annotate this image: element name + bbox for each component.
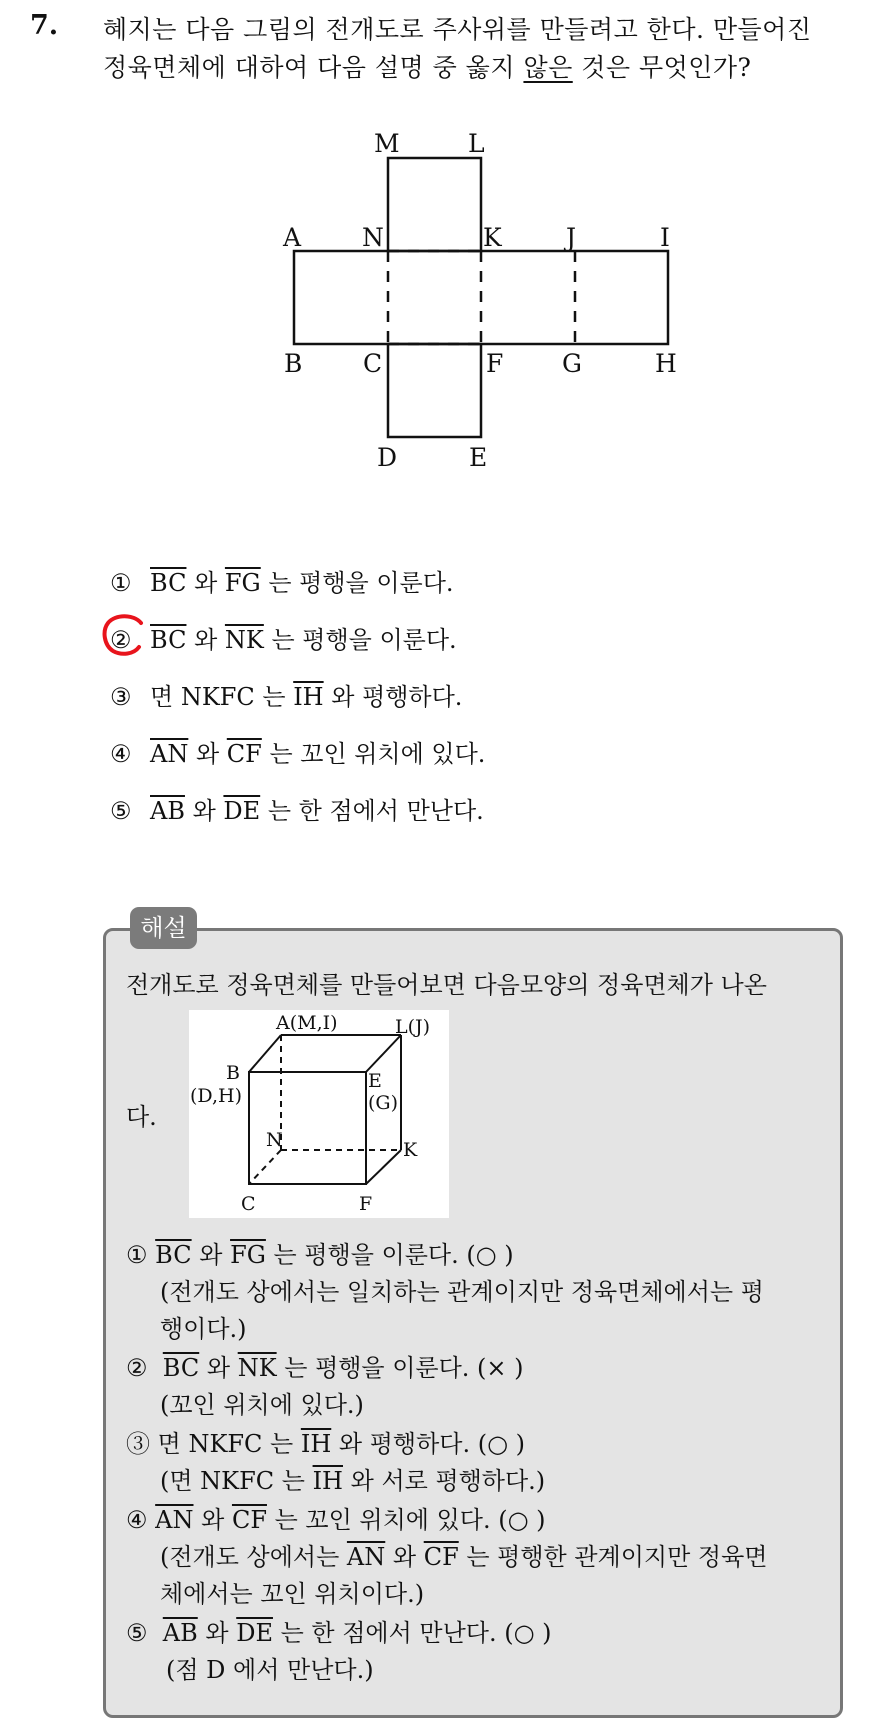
label-L: L: [468, 129, 485, 158]
solution-item-1-note-cont: 행이다.): [160, 1315, 247, 1343]
solution-intro-end: 다.: [126, 1103, 157, 1131]
choice-3[interactable]: ③ 면 NKFC 는 $\overline{IH}$ 와 평행하다.: [110, 683, 463, 711]
solution-item-2-note: (꼬인 위치에 있다.): [160, 1391, 364, 1419]
cube-label-A: A(M,I): [276, 1012, 338, 1034]
choice-1[interactable]: ① $\overline{BC}$ 와 $\overline{FG}$ 는 평행을 이룬다.: [110, 569, 454, 597]
solution-intro: 전개도로 정육면체를 만들어보면 다음모양의 정육면체가 나온: [126, 971, 767, 999]
solution-item-1: ① $\overline{BC}$ 와 $\overline{FG}$ 는 평행을 이룬다. (○ ): [126, 1241, 514, 1269]
label-C: C: [363, 349, 383, 378]
solution-item-2: ② $\overline{BC}$ 와 $\overline{NK}$ 는 평행을 이룬다. (× ): [126, 1354, 524, 1382]
cube-label-C: C: [241, 1193, 256, 1215]
label-F: F: [486, 349, 504, 378]
solution-item-1-note: (전개도 상에서는 일치하는 관계이지만 정육면체에서는 평: [160, 1278, 764, 1306]
solution-tag: 해설: [130, 907, 197, 949]
choice-5[interactable]: ⑤ $\overline{AB}$ 와 $\overline{DE}$ 는 한 점에서 만난다.: [110, 797, 484, 825]
cube-label-E: E: [368, 1070, 382, 1092]
cube-label-L: L(J): [395, 1016, 431, 1038]
solution-item-3-note: (면 NKFC 는 $\overline{IH}$ 와 서로 평행하다.): [160, 1467, 546, 1495]
solution-item-4-note: (전개도 상에서는 $\overline{AN}$ 와 $\overline{CF}$ 는 평행한 관계이지만 정육면: [160, 1543, 768, 1571]
label-K: K: [483, 223, 502, 252]
question-line-2: 정육면체에 대하여 다음 설명 중 옳지 않은 것은 무엇인가?: [103, 53, 752, 82]
label-M: M: [374, 129, 400, 158]
label-A: A: [283, 223, 302, 252]
solution-item-4: ④ $\overline{AN}$ 와 $\overline{CF}$ 는 꼬인 위치에 있다. (○ ): [126, 1506, 546, 1534]
solution-item-4-note-cont: 체에서는 꼬인 위치이다.): [160, 1580, 425, 1608]
label-J: J: [566, 223, 577, 252]
label-E: E: [469, 443, 488, 472]
question-number: 7.: [30, 10, 59, 41]
label-B: B: [284, 349, 303, 378]
cube-label-B: B: [226, 1062, 240, 1084]
cube-label-N: N: [266, 1129, 283, 1151]
cube-label-K: K: [403, 1139, 418, 1161]
cube-figure: [189, 1010, 449, 1218]
cube-net-diagram: [270, 120, 690, 480]
solution-item-5: ⑤ $\overline{AB}$ 와 $\overline{DE}$ 는 한 점에서 만난다. (○ ): [126, 1619, 552, 1647]
solution-item-3: ③ 면 NKFC 는 $\overline{IH}$ 와 평행하다. (○ ): [126, 1430, 525, 1458]
choice-4[interactable]: ④ $\overline{AN}$ 와 $\overline{CF}$ 는 꼬인 위치에 있다.: [110, 740, 486, 768]
solution-item-5-note: (점 D 에서 만난다.): [166, 1656, 374, 1684]
label-I: I: [660, 223, 670, 252]
underlined-word: 않은: [523, 53, 573, 82]
cube-label-F: F: [359, 1193, 373, 1215]
label-D: D: [377, 443, 398, 472]
cube-label-B2: (D,H): [190, 1085, 242, 1107]
label-H: H: [655, 349, 677, 378]
label-N: N: [362, 223, 384, 252]
question-line-1: 혜지는 다음 그림의 전개도로 주사위를 만들려고 한다. 만들어진: [103, 15, 812, 44]
label-G: G: [562, 349, 582, 378]
cube-label-E2: (G): [368, 1092, 399, 1114]
choice-2[interactable]: ② $\overline{BC}$ 와 $\overline{NK}$ 는 평행을 이룬다.: [110, 626, 457, 654]
